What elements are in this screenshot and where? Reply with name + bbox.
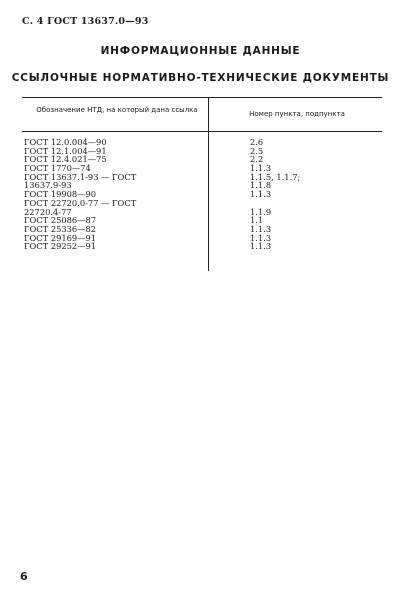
document-column xyxy=(24,138,136,251)
table-cell-item: 1.1.3 xyxy=(250,232,272,243)
table-cell-item: 1.1.3 xyxy=(250,189,272,200)
column-header-item: Номер пункта, подпункта xyxy=(249,110,345,118)
table-cell-item: 2.2 xyxy=(250,154,264,165)
table-cell-item: 2.5 xyxy=(250,145,264,156)
table-cell-document: ГОСТ 22720.0-77 — ГОСТ xyxy=(24,197,137,208)
table-cell-document: ГОСТ 25336—82 xyxy=(24,223,97,234)
table-column-divider xyxy=(208,97,209,271)
table-cell-item: 1.1.8 xyxy=(250,180,272,191)
table-cell-document: ГОСТ 29169—91 xyxy=(24,232,97,243)
table-cell-item: 1.1.3 xyxy=(250,163,272,174)
page-number: 6 xyxy=(20,570,28,583)
table-cell-item: 1.1.5, 1.1.7; xyxy=(250,171,301,182)
table-cell-item: 1.1.9 xyxy=(250,206,272,217)
table-cell-document: ГОСТ 25086—87 xyxy=(24,215,97,226)
item-column xyxy=(250,138,300,251)
table-cell-item: 1.1 xyxy=(250,215,264,226)
table-header-rule xyxy=(22,131,382,132)
table-top-rule xyxy=(22,97,382,98)
table-cell-document: ГОСТ 12.1.004—91 xyxy=(24,145,107,156)
references-table xyxy=(22,97,382,271)
table-cell-document: ГОСТ 1770—74 xyxy=(24,163,91,174)
page-header: С. 4 ГОСТ 13637.0—93 xyxy=(22,16,149,27)
column-header-document: Обозначение НТД, на который дана ссылка xyxy=(36,106,198,114)
section-title: ИНФОРМАЦИОННЫЕ ДАННЫЕ xyxy=(100,45,301,57)
table-cell-document: 22720.4-77 xyxy=(24,206,72,217)
table-cell-document: 13637.9-93 xyxy=(24,180,72,191)
table-cell-item: 1.1.3 xyxy=(250,223,272,234)
table-cell-item: 2.6 xyxy=(250,137,264,147)
table-cell-document: ГОСТ 19908—90 xyxy=(24,189,97,200)
table-cell-document: ГОСТ 13637.1-93 — ГОСТ xyxy=(24,171,137,182)
table-cell-item: 1.1.3 xyxy=(250,241,272,252)
table-cell-document: ГОСТ 12.0.004—90 xyxy=(24,137,107,147)
table-cell-document: ГОСТ 12.4.021—75 xyxy=(24,154,107,165)
table-cell-document: ГОСТ 29252—91 xyxy=(24,241,97,252)
section-subtitle: ССЫЛОЧНЫЕ НОРМАТИВНО-ТЕХНИЧЕСКИЕ ДОКУМЕНТЫ xyxy=(11,72,390,84)
